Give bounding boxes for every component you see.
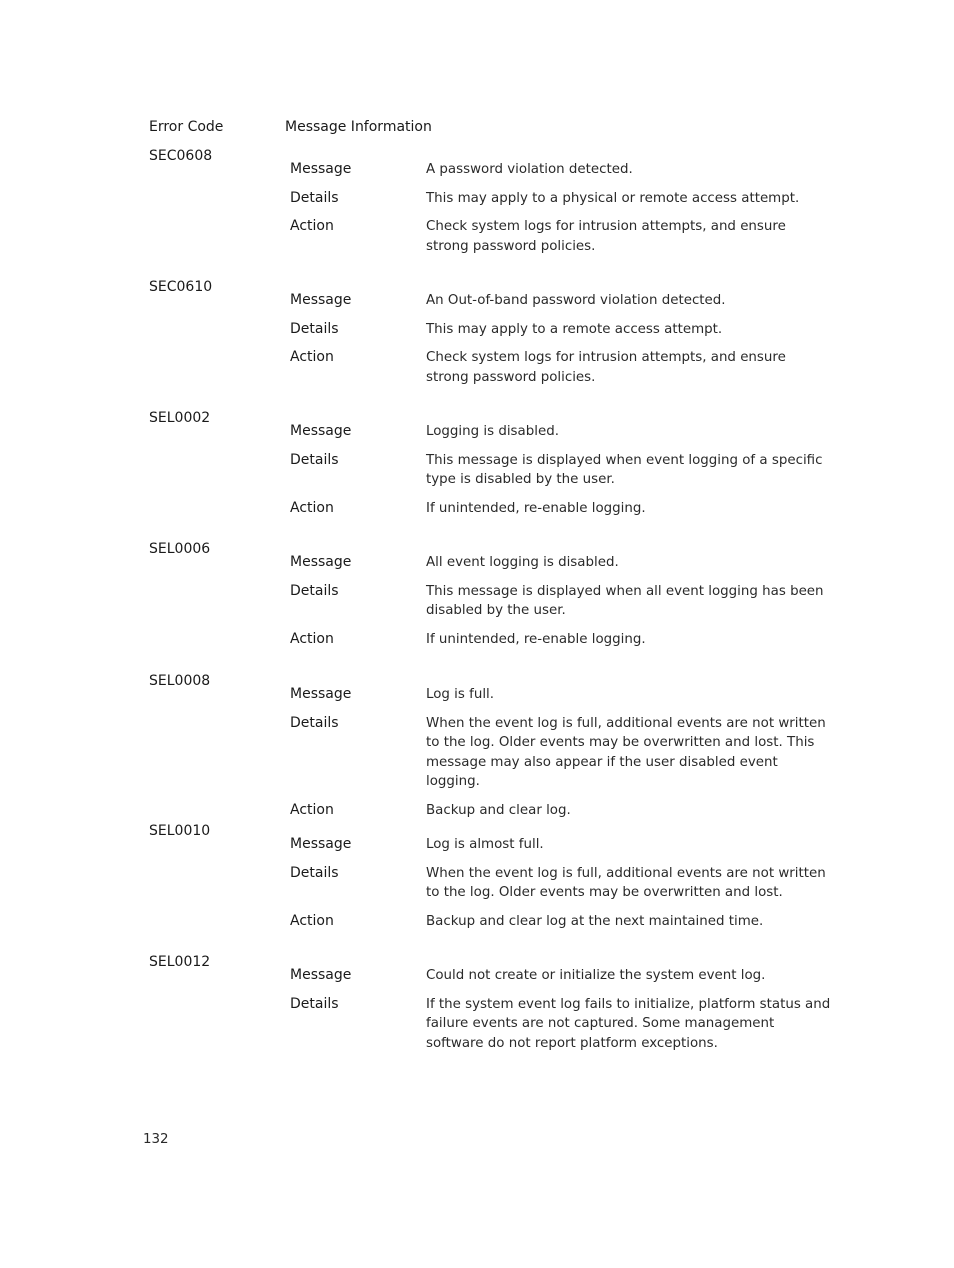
info-label: Details (290, 714, 339, 731)
message-information (149, 541, 849, 649)
message-information (149, 954, 849, 1053)
info-text: Log is full. (426, 687, 495, 702)
table-header (149, 119, 849, 139)
info-label: Details (290, 451, 339, 468)
error-code: SEL0006 (149, 541, 211, 557)
info-label: Details (290, 189, 339, 206)
error-code: SEL0002 (149, 410, 211, 426)
info-row-message (290, 685, 849, 705)
message-information (149, 279, 849, 387)
info-row-details (290, 864, 849, 903)
column-header-error-code: Error Code (149, 119, 224, 135)
info-row-details (290, 189, 849, 209)
page-number: 132 (143, 1132, 169, 1147)
info-row-action (290, 630, 849, 650)
info-text: This may apply to a remote access attempt. (426, 321, 723, 337)
info-text: Check system logs for intrusion attempts, and ensure strong password policies. (426, 219, 786, 254)
error-code: SEC0610 (149, 279, 213, 295)
info-row-details (290, 320, 849, 340)
message-information (149, 673, 849, 820)
info-text: If unintended, re-enable logging. (426, 631, 646, 647)
error-code: SEL0008 (149, 673, 211, 689)
info-text: Logging is disabled. (426, 424, 559, 439)
info-label: Action (290, 630, 334, 647)
error-code: SEC0608 (149, 148, 213, 164)
info-text: Check system logs for intrusion attempts, and ensure strong password policies. (426, 350, 786, 385)
info-text: This message is displayed when event logging of a specific type is disabled by the user. (426, 452, 823, 487)
info-label: Message (290, 292, 352, 308)
info-row-action (290, 348, 849, 387)
info-label: Details (290, 320, 339, 337)
error-code-list (149, 148, 849, 1074)
info-label: Action (290, 912, 334, 929)
info-row-message (290, 160, 849, 180)
info-row-details (290, 714, 849, 792)
info-text: If unintended, re-enable logging. (426, 500, 646, 516)
info-row-details (290, 995, 849, 1054)
info-text: Could not create or initialize the system event log. (426, 968, 766, 983)
info-row-message (290, 422, 849, 442)
info-label: Message (290, 836, 352, 852)
info-text: Backup and clear log. (426, 802, 571, 818)
info-text: If the system event log fails to initialize, platform status and failure events are not captured. Some management software do not report platform exceptions. (426, 996, 831, 1051)
error-entry (149, 823, 849, 954)
error-entry (149, 541, 849, 673)
info-row-action (290, 801, 849, 821)
info-text: An Out-of-band password violation detected. (426, 293, 726, 308)
info-text: This may apply to a physical or remote access attempt. (426, 190, 800, 206)
info-label: Message (290, 967, 352, 983)
error-entry (149, 954, 849, 1074)
info-text: This message is displayed when all event logging has been disabled by the user. (426, 583, 824, 618)
info-label: Action (290, 801, 334, 818)
error-entry (149, 148, 849, 279)
info-text: When the event log is full, additional events are not written to the log. Older events may be overwritten and lost. (426, 865, 826, 900)
error-entry (149, 673, 849, 823)
column-header-message-information: Message Information (285, 119, 432, 135)
info-label: Details (290, 864, 339, 881)
info-text: A password violation detected. (426, 162, 633, 177)
message-information (149, 823, 849, 931)
error-code: SEL0010 (149, 823, 211, 839)
info-label: Action (290, 218, 334, 234)
info-text: When the event log is full, additional events are not written to the log. Older events may be overwritten and lost. This message may also appear if the user disabled event logging. (426, 715, 826, 789)
info-label: Message (290, 161, 352, 177)
info-text: Backup and clear log at the next maintained time. (426, 913, 764, 929)
info-row-message (290, 966, 849, 986)
info-label: Details (290, 582, 339, 599)
info-row-details (290, 451, 849, 490)
info-text: Log is almost full. (426, 837, 544, 852)
error-entry (149, 279, 849, 410)
info-text: All event logging is disabled. (426, 555, 619, 570)
info-row-details (290, 582, 849, 621)
error-entry (149, 410, 849, 541)
info-row-message (290, 553, 849, 573)
message-information (149, 148, 849, 256)
info-row-message (290, 835, 849, 855)
info-label: Message (290, 554, 352, 570)
info-row-action (290, 499, 849, 519)
info-label: Message (290, 423, 352, 439)
info-row-action (290, 217, 849, 256)
info-row-action (290, 912, 849, 932)
info-label: Details (290, 995, 339, 1012)
info-label: Action (290, 349, 334, 365)
info-label: Action (290, 499, 334, 516)
message-information (149, 410, 849, 518)
info-label: Message (290, 686, 352, 702)
error-code: SEL0012 (149, 954, 211, 970)
info-row-message (290, 291, 849, 311)
